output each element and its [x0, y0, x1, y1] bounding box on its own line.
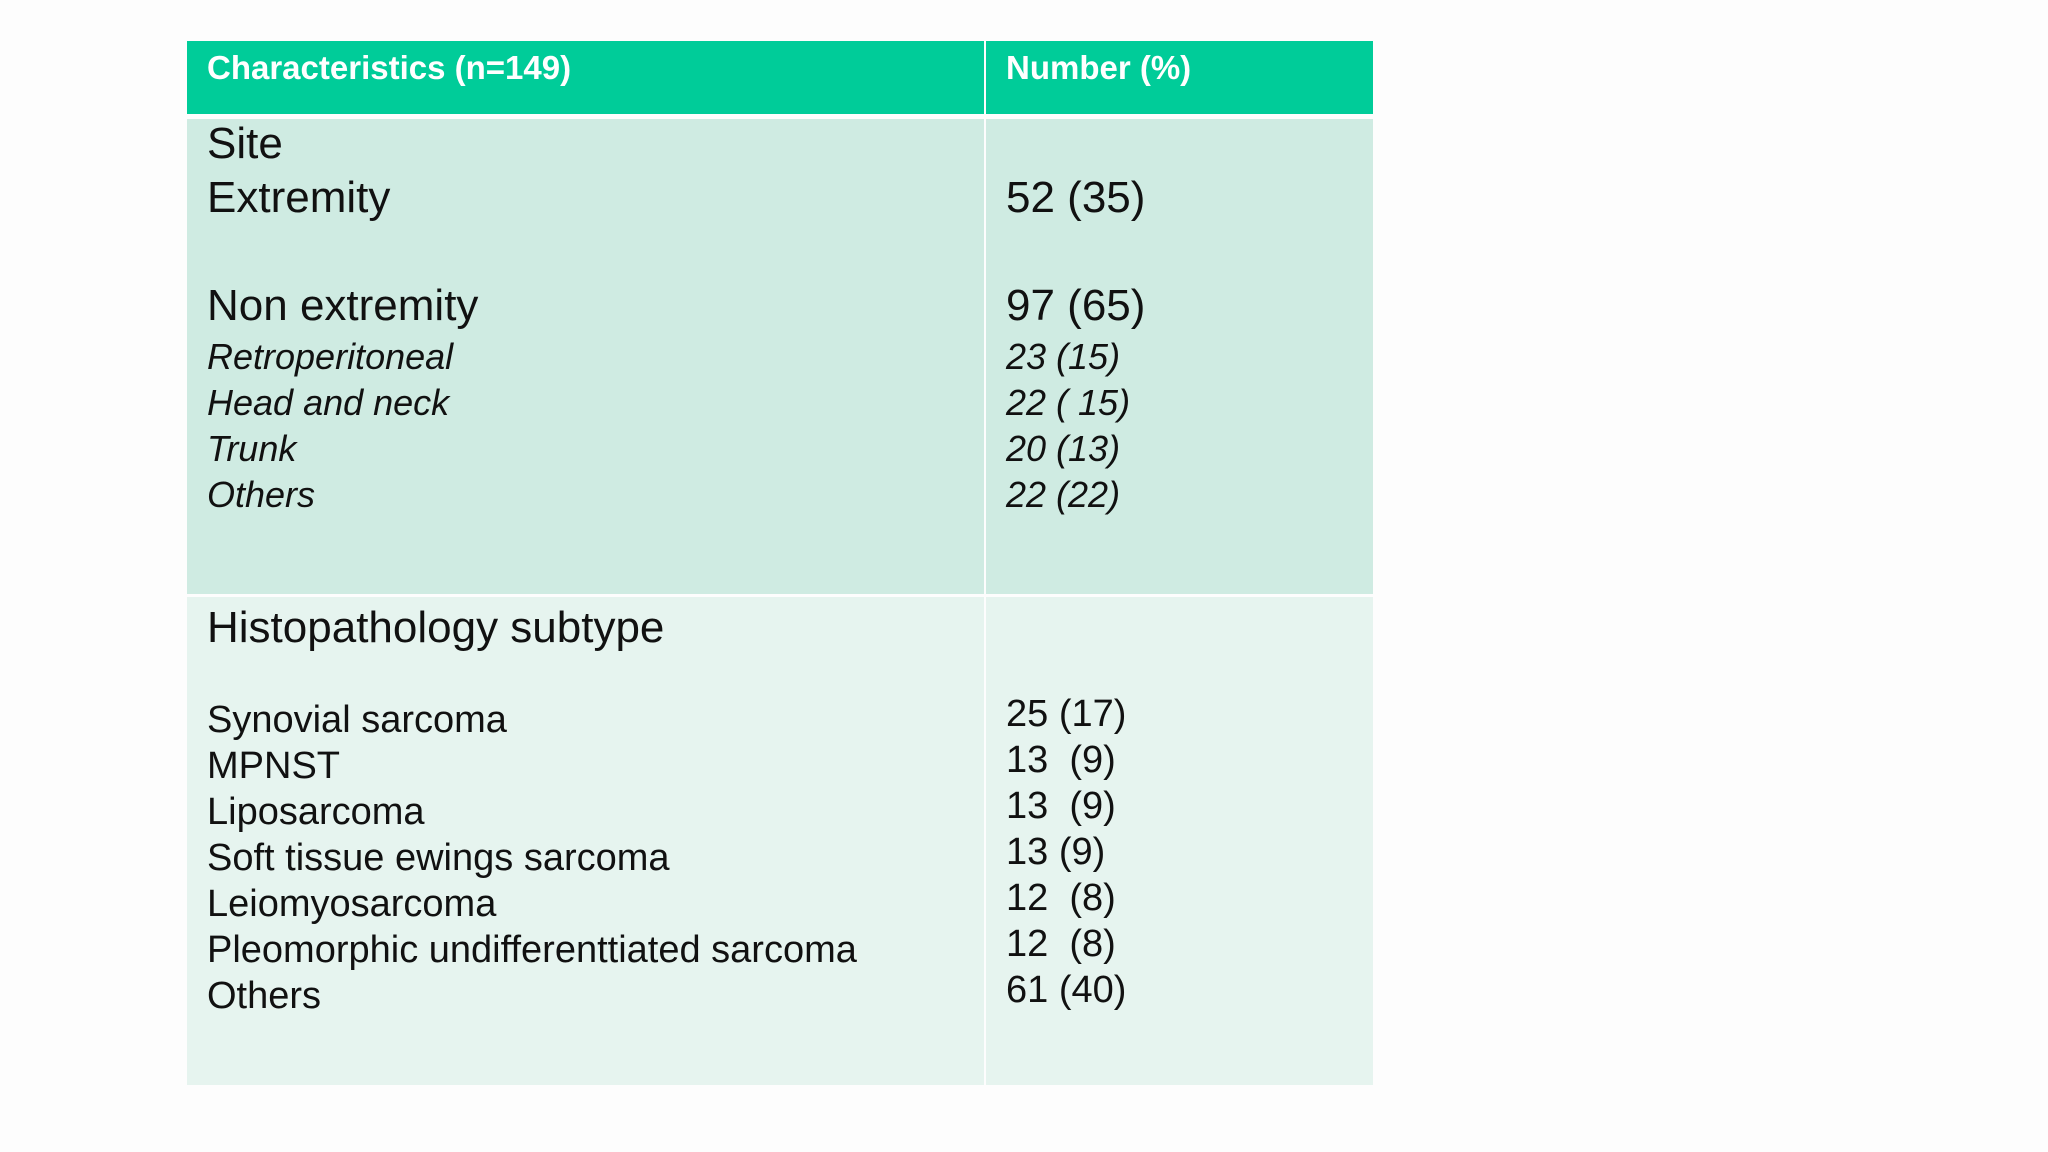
site-label-cell — [187, 119, 984, 594]
histopathology-label: MPNST — [207, 745, 340, 787]
histopathology-label: Liposarcoma — [207, 791, 425, 833]
histopathology-label: Synovial sarcoma — [207, 699, 507, 741]
site-sub-value: 23 (15) — [1006, 336, 1121, 377]
site-sub-value: 22 (22) — [1006, 474, 1121, 515]
site-sub-value: 22 ( 15) — [1006, 382, 1131, 423]
header-cell-characteristics — [187, 41, 984, 114]
histopathology-value: 13 (9) — [1006, 785, 1116, 827]
histopathology-value-cell — [986, 597, 1373, 1085]
table-header-row — [187, 41, 1373, 114]
site-sub-label: Others — [207, 474, 316, 515]
histopathology-title: Histopathology subtype — [207, 603, 665, 652]
histopathology-value: 25 (17) — [1006, 693, 1127, 735]
header-number-label: Number (%) — [1006, 49, 1192, 86]
histopathology-value: 12 (8) — [1006, 923, 1116, 965]
site-sub-value: 20 (13) — [1006, 428, 1121, 469]
site-title: Site — [207, 119, 283, 168]
header-characteristics-label: Characteristics (n=149) — [207, 49, 572, 86]
characteristics-table — [187, 41, 1373, 1085]
non-extremity-value: 97 (65) — [1006, 281, 1146, 330]
histopathology-label: Soft tissue ewings sarcoma — [207, 837, 670, 879]
site-sub-label: Trunk — [207, 428, 297, 469]
site-sub-label: Retroperitoneal — [207, 336, 454, 377]
site-section-row — [187, 119, 1373, 594]
histopathology-label: Pleomorphic undifferenttiated sarcoma — [207, 929, 857, 971]
histopathology-section-row — [187, 597, 1373, 1085]
histopathology-value: 13 (9) — [1006, 739, 1116, 781]
header-cell-number — [986, 41, 1373, 114]
histopathology-value: 13 (9) — [1006, 831, 1106, 873]
histopathology-label-cell — [187, 597, 984, 1085]
histopathology-value: 61 (40) — [1006, 969, 1127, 1011]
non-extremity-label: Non extremity — [207, 281, 479, 330]
site-value-cell — [986, 119, 1373, 594]
histopathology-value: 12 (8) — [1006, 877, 1116, 919]
extremity-value: 52 (35) — [1006, 173, 1146, 222]
site-sub-label: Head and neck — [207, 382, 450, 423]
histopathology-label: Leiomyosarcoma — [207, 883, 497, 925]
extremity-label: Extremity — [207, 173, 391, 222]
histopathology-label: Others — [207, 975, 322, 1017]
